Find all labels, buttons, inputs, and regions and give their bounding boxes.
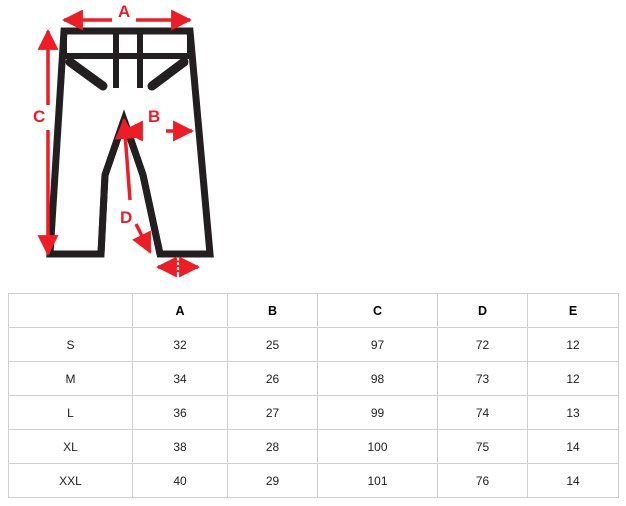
cell-e: 14 xyxy=(528,464,619,498)
header-a: A xyxy=(133,294,228,328)
header-size xyxy=(9,294,133,328)
cell-a: 40 xyxy=(133,464,228,498)
cell-a: 38 xyxy=(133,430,228,464)
dimension-label-c: C xyxy=(33,107,46,126)
cell-e: 12 xyxy=(528,362,619,396)
table-row xyxy=(9,396,619,430)
cell-e: 12 xyxy=(528,328,619,362)
cell-c: 99 xyxy=(318,396,438,430)
cell-size: S xyxy=(9,328,133,362)
cell-c: 98 xyxy=(318,362,438,396)
cell-d: 73 xyxy=(438,362,528,396)
cell-c: 101 xyxy=(318,464,438,498)
table-row xyxy=(9,430,619,464)
cell-d: 76 xyxy=(438,464,528,498)
table-row xyxy=(9,328,619,362)
cell-b: 28 xyxy=(228,430,318,464)
cell-e: 14 xyxy=(528,430,619,464)
header-b: B xyxy=(228,294,318,328)
cell-a: 32 xyxy=(133,328,228,362)
cell-size: M xyxy=(9,362,133,396)
cell-d: 75 xyxy=(438,430,528,464)
cell-b: 26 xyxy=(228,362,318,396)
cell-a: 34 xyxy=(133,362,228,396)
header-d: D xyxy=(438,294,528,328)
cell-b: 29 xyxy=(228,464,318,498)
dimension-label-a: A xyxy=(118,2,131,21)
table-row xyxy=(9,464,619,498)
cell-size: XL xyxy=(9,430,133,464)
cell-b: 27 xyxy=(228,396,318,430)
dimension-label-d: D xyxy=(120,208,133,227)
header-c: C xyxy=(318,294,438,328)
dimension-label-e: E xyxy=(172,257,184,276)
dimension-label-b: B xyxy=(148,107,161,126)
cell-c: 97 xyxy=(318,328,438,362)
header-e: E xyxy=(528,294,619,328)
cell-a: 36 xyxy=(133,396,228,430)
cell-size: XXL xyxy=(9,464,133,498)
cell-c: 100 xyxy=(318,430,438,464)
table-header-row xyxy=(9,294,619,328)
cell-b: 25 xyxy=(228,328,318,362)
table-row xyxy=(9,362,619,396)
size-table xyxy=(8,293,619,498)
cell-d: 72 xyxy=(438,328,528,362)
cell-size: L xyxy=(9,396,133,430)
cell-e: 13 xyxy=(528,396,619,430)
cell-d: 74 xyxy=(438,396,528,430)
